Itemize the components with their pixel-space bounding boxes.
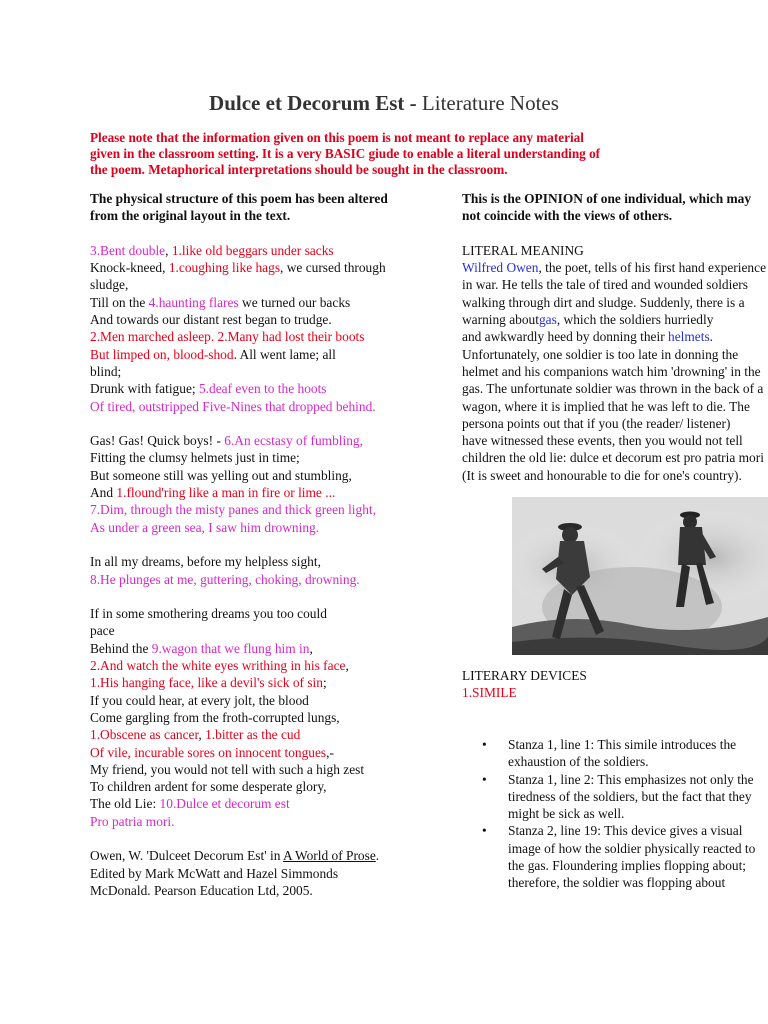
left-heading-line: from the original layout in the text.	[90, 208, 291, 224]
poem-line: sludge,	[90, 277, 129, 293]
poem-line: If you could hear, at every jolt, the blood	[90, 692, 309, 708]
literal-line: children the old lie: dulce et decorum est pro patria mori	[462, 450, 764, 466]
notes-column	[462, 190, 768, 484]
literal-line: walking through dirt and sludge. Suddenly, there is a	[462, 294, 745, 310]
poem-line: And towards our distant rest began to trudge.	[90, 312, 332, 328]
poem-line: My friend, you would not tell with such a high zest	[90, 761, 365, 777]
poem-line: 1.His hanging face, like a devil's sick of sin;	[90, 675, 327, 691]
poem-line: Till on the 4.haunting flares we turned our backs	[90, 294, 351, 310]
notice-line: Please note that the information given on this poem is not meant to replace any material	[90, 130, 584, 145]
poem-line: Of vile, incurable sores on innocent tongues,-	[90, 744, 334, 760]
left-heading-line: The physical structure of this poem has been altered	[90, 191, 388, 206]
literary-devices-heading: LITERARY DEVICES	[462, 668, 587, 683]
poem-line: 2.Men marched asleep. 2.Many had lost their boots	[90, 329, 365, 345]
list-item: • Stanza 1, line 2: This emphasizes not only the tiredness of the soldiers, but the fact that they might be sick as well.	[482, 771, 768, 823]
poem-line: Behind the 9.wagon that we flung him in,	[90, 640, 313, 656]
poem-line: But someone still was yelling out and stumbling,	[90, 467, 352, 483]
notice-line: the poem. Metaphorical interpretations should be sought in the classroom.	[90, 162, 508, 177]
citation-line: McDonald. Pearson Education Ltd, 2005.	[90, 882, 313, 898]
poem-column	[90, 190, 435, 899]
poem-line: Of tired, outstripped Five-Nines that dropped behind.	[90, 398, 376, 414]
literal-meaning-heading: LITERAL MEANING	[462, 242, 584, 258]
page-title	[0, 90, 768, 116]
disclaimer-notice	[90, 130, 730, 178]
literal-line: Wilfred Owen, the poet, tells of his first hand experience	[462, 260, 767, 276]
title-bold: Dulce et Decorum Est -	[209, 91, 417, 115]
literal-line: Unfortunately, one soldier is too late in donning the	[462, 346, 739, 362]
right-heading-line: This is the OPINION of one individual, which may	[462, 191, 752, 206]
poem-line: If in some smothering dreams you too could	[90, 606, 327, 622]
poem-line: And 1.flound'ring like a man in fire or lime ...	[90, 485, 336, 501]
poem-line: 8.He plunges at me, guttering, choking, drowning.	[90, 571, 360, 587]
poem-line: The old Lie: 10.Dulce et decorum est	[90, 796, 290, 812]
list-item: • Stanza 1, line 1: This simile introduces the exhaustion of the soldiers.	[482, 736, 768, 771]
poem-line: Pro patria mori.	[90, 813, 175, 829]
citation-line: Edited by Mark McWatt and Hazel Simmonds	[90, 865, 339, 881]
poem-line: Fitting the clumsy helmets just in time;	[90, 450, 300, 466]
literal-line: warning aboutgas, which the soldiers hurriedly	[462, 312, 714, 328]
citation-line: Owen, W. 'Dulceet Decorum Est' in A World of Prose.	[90, 848, 380, 864]
poem-line: Come gargling from the froth-corrupted lungs,	[90, 709, 340, 725]
literal-line: and awkwardly heed by donning their helmets.	[462, 329, 714, 345]
photo-graphic	[512, 497, 768, 655]
poem-line: As under a green sea, I saw him drowning.	[90, 519, 320, 535]
poem-line: Knock-kneed, 1.coughing like hags, we cursed through	[90, 260, 386, 276]
right-heading-line: not coincide with the views of others.	[462, 208, 673, 224]
poem-line: 3.Bent double, 1.like old beggars under sacks	[90, 242, 334, 258]
soldiers-gas-attack-photo	[512, 497, 768, 655]
simile-bullet-list	[482, 736, 768, 892]
poem-line: In all my dreams, before my helpless sight,	[90, 554, 321, 570]
list-item: • Stanza 2, line 19: This device gives a visual image of how the soldier physically reacted to the gas. Floundering implies flopping about; therefore, the soldier was flopping about	[482, 822, 768, 891]
literal-line: persona points out that if you (the reader/ listener)	[462, 415, 731, 431]
poem-line: To children ardent for some desperate glory,	[90, 779, 327, 795]
poem-line: But limped on, blood-shod. All went lame; all	[90, 346, 336, 362]
poem-line: Drunk with fatigue; 5.deaf even to the hoots	[90, 381, 327, 397]
literal-line: gas. The unfortunate soldier was thrown in the back of a	[462, 381, 764, 397]
simile-heading: 1.SIMILE	[462, 685, 517, 701]
poem-line: blind;	[90, 363, 122, 379]
poem-line: pace	[90, 623, 115, 639]
literal-line: have witnessed these events, then you would not tell	[462, 433, 743, 449]
literal-line: wagon, where it is implied that he was left to die. The	[462, 398, 750, 414]
literal-line: helmet and his companions watch him 'drowning' in the	[462, 363, 761, 379]
book-title-link: A World of Prose	[283, 848, 376, 864]
poem-line: 2.And watch the white eyes writhing in his face,	[90, 658, 349, 674]
title-rest: Literature Notes	[416, 91, 559, 115]
devices-section	[462, 667, 768, 702]
poem-line: 1.Obscene as cancer, 1.bitter as the cud	[90, 727, 301, 743]
literal-line: in war. He tells the tale of tired and wounded soldiers	[462, 277, 748, 293]
poem-line: Gas! Gas! Quick boys! - 6.An ecstasy of fumbling,	[90, 433, 363, 449]
literal-line: (It is sweet and honourable to die for one's country).	[462, 467, 742, 483]
notice-line: given in the classroom setting. It is a very BASIC giude to enable a literal understanding of	[90, 146, 601, 161]
poem-line: 7.Dim, through the misty panes and thick green light,	[90, 502, 376, 518]
